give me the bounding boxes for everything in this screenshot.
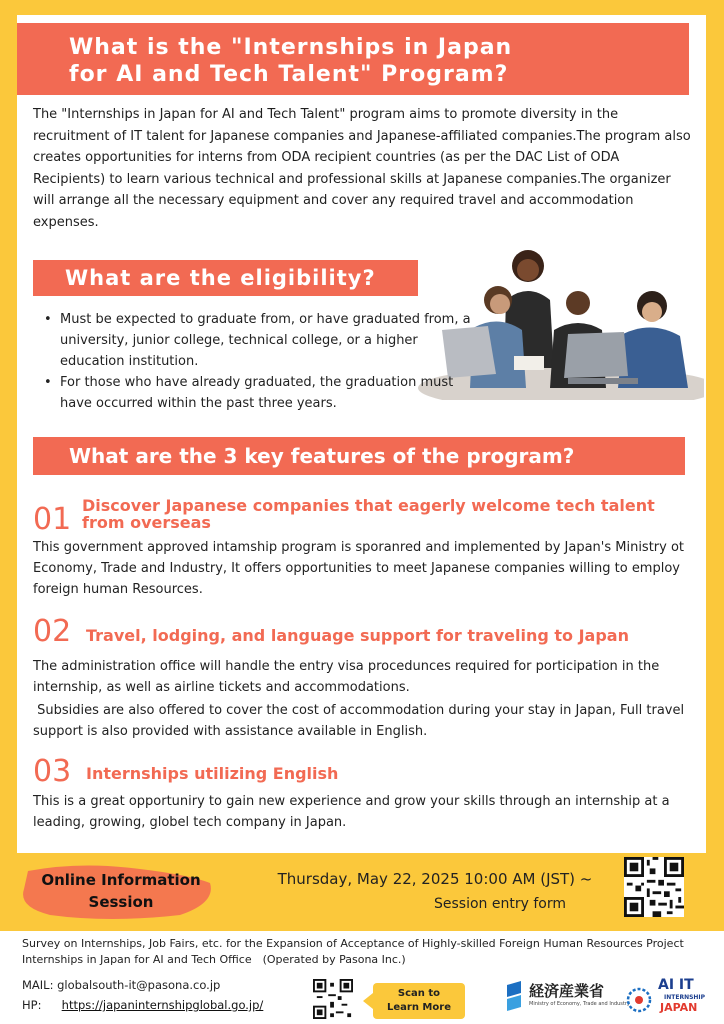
session-label-line2: Session: [88, 893, 154, 911]
intro-paragraph: The "Internships in Japan for AI and Tech Talent" program aims to promote diversity in the recruitment of IT talent for Japanese companies and Japanese-affiliated companies.The program also creates opportunities for interns from ODA recipient countries (as per the DAC List of ODA Recipients) to learn various technical and professional skills at Japanese companies.The organizer will arrange all the necessary equipment and cover any required travel and accommodation expenses.: [33, 107, 691, 230]
meti-subtitle: Ministry of Economy, Trade and Industry: [529, 1001, 630, 1007]
mail-label: MAIL:: [22, 978, 54, 992]
scan-label-line2: Learn More: [387, 1002, 451, 1013]
eligibility-list: [42, 309, 472, 414]
features-heading: What are the 3 key features of the program?: [33, 437, 685, 475]
eligibility-item: • For those who have already graduated, the graduation must have occurred within the past three years.: [42, 372, 472, 414]
page-title-line1: What is the "Internships in Japan: [69, 35, 513, 60]
feature-number: 02: [33, 614, 72, 649]
meti-logo-icon: [505, 980, 630, 1012]
qr-code-icon[interactable]: [313, 979, 353, 1019]
feature-number: 01: [33, 502, 72, 537]
aiit-subtitle: INTERNSHIP: [664, 994, 706, 1001]
page-title-line2: for AI and Tech Talent" Program?: [69, 62, 509, 87]
scan-label-line1: Scan to: [397, 988, 441, 999]
hp-label: HP:: [22, 998, 42, 1012]
feature-body: The administration office will handle the entry visa procedunces required for porticipation in the internship, as well as airline tickets and accommodations.: [33, 659, 660, 695]
feature-title: Discover Japanese companies that eagerly welcome tech talent from overseas: [82, 496, 655, 532]
survey-text: [22, 936, 712, 968]
contact-info: [22, 975, 263, 1015]
aiit-title: AI IT: [658, 977, 694, 993]
feature-body-extra: Subsidies are also offered to cover the cost of accommodation during your stay in Japan, Full travel support is also provided with assistance available in English.: [33, 703, 689, 739]
session-entry-form-label: Session entry form: [434, 896, 566, 912]
session-date: Thursday, May 22, 2025 10:00 AM (JST) ~: [277, 870, 593, 888]
feature-title: Travel, lodging, and language support for traveling to Japan: [86, 626, 629, 645]
survey-line1: Survey on Internships, Job Fairs, etc. for the Expansion of Acceptance of Highly-skilled Foreign Human Resources Project: [22, 937, 684, 950]
scan-to-learn-more-button[interactable]: [373, 983, 465, 1019]
feature-title: Internships utilizing English: [86, 764, 339, 783]
aiit-country: JAPAN: [660, 1001, 698, 1014]
feature-body: This government approved intamship program is sporanred and implemented by Japan's Ministry ot Economy, Trade and Industry, It offers opportunities to meet Japanese companies willing to employ foreign human Resources.: [33, 540, 685, 597]
page-title: [17, 23, 689, 95]
feature-body: This is a great opportuniry to gain new experience and grow your skills through an internship at a leading, growing, globel tech company in Japan.: [33, 794, 670, 830]
mail-address[interactable]: globalsouth-it@pasona.co.jp: [57, 978, 221, 992]
eligibility-item: • Must be expected to graduate from, or have graduated from, a university, junior college, technical college, or a higher education institution.: [42, 309, 472, 372]
homepage-link[interactable]: https://japaninternshipglobal.go.jp/: [61, 998, 264, 1012]
ai-it-logo-icon: [624, 977, 714, 1019]
qr-code-icon[interactable]: [624, 857, 684, 917]
session-label-line1: Online Information: [41, 871, 201, 889]
feature-number: 03: [33, 754, 72, 789]
session-label: [26, 869, 216, 913]
survey-line2: Internships in Japan for AI and Tech Office (Operated by Pasona Inc.): [22, 953, 406, 966]
eligibility-heading: What are the eligibility?: [33, 260, 503, 296]
meti-name: 経済産業省: [529, 982, 605, 1000]
